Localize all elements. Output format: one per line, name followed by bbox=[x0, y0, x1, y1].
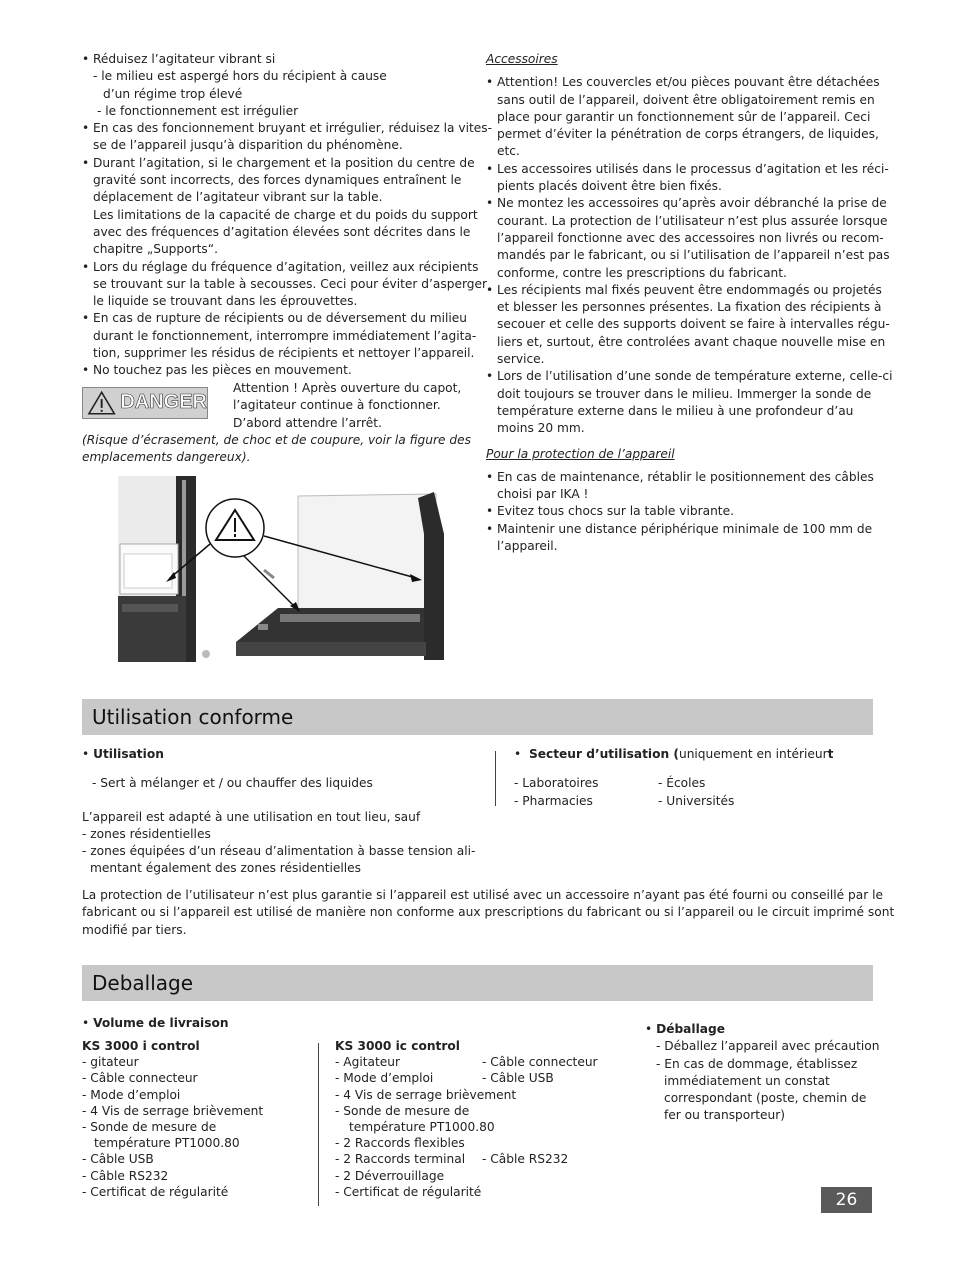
delivery-label: • Volume de livraison bbox=[82, 1016, 229, 1030]
prot-bullet-distance: • Maintenir une distance périphérique minimale de 100 mm de l’appareil. bbox=[486, 521, 874, 556]
deballage-heading: Deballage bbox=[92, 971, 194, 995]
delivery-divider bbox=[318, 1043, 319, 1206]
sector-pharmacies: - Pharmacies bbox=[514, 793, 593, 808]
deballage-heading-band bbox=[82, 965, 873, 1001]
vertical-divider bbox=[495, 751, 496, 806]
danger-note: (Risque d’écrasement, de choc et de coupure, voir la figure des emplacements dangereux). bbox=[82, 433, 471, 465]
bullet-reduce: • Réduisez l’agitateur vibrant si - le milieu est aspergé hors du récipient à cause d’un régime trop élevé - le fonctionnement est irrégulier bbox=[82, 51, 474, 120]
bullet-gravity: • Durant l’agitation, si le chargement et la position du centre de gravité sont incorrects, des forces dynamiques entraînent le déplacement de l’agitateur vibrant sur la table. Les limitations de la capacité de charge et du poids du support avec des fréquences d’agitation élevées sont décrites dans le chapitre „Supports“. bbox=[82, 155, 474, 259]
utilisation-label: • Utilisation bbox=[82, 747, 164, 761]
utilisation-right bbox=[514, 746, 874, 811]
delivery-col2b: - Câble connecteur - Câble USB - Câble RS232 bbox=[482, 1055, 598, 1167]
bullet-noisy: • En cas des foncionnement bruyant et irrégulier, réduisez la vites- se de l’appareil jusqu’à disparition du phénomène. bbox=[82, 120, 474, 155]
warning-icon bbox=[87, 390, 116, 416]
top-left-column bbox=[82, 51, 493, 380]
acc-bullet-vessels: • Les récipients mal fixés peuvent être endommagés ou projetés et blesser les personnes présentes. La fixation des récipients à secouer et celle des supports doivent se faire à intervalles régu- liers et, surtout, être controlées avant chaque nouvelle mise en service. bbox=[486, 282, 874, 368]
sector-label: • Secteur d’utilisation (uniquement en intérieurt bbox=[514, 747, 834, 761]
prot-bullet-cables: • En cas de maintenance, rétablir le positionnement des câbles choisi par IKA ! bbox=[486, 469, 874, 504]
utilisation-heading-band bbox=[82, 699, 873, 735]
delivery-col1: KS 3000 i control - gitateur - Câble connecteur - Mode d’emploi - 4 Vis de serrage brièvement - Sonde de mesure de température PT1000.80 - Câble USB - Câble RS232 - Certificat de régularité bbox=[82, 1039, 264, 1199]
acc-bullet-covers: • Attention! Les couvercles et/ou pièces pouvant être détachées sans outil de l’appareil, doivent être obligatoirement remis en place pour garantir un fonctionnement sûr de l’appareil. Ceci permet d’éviter la pénétration de corps étrangers, de liquides, etc. bbox=[486, 74, 874, 160]
acc-bullet-fixed: • Les accessoires utilisés dans le processus d’agitation et les réci- pients placés doivent être bien fixés. bbox=[486, 161, 874, 196]
utilisation-heading: Utilisation conforme bbox=[92, 705, 294, 729]
danger-label: DANGER bbox=[82, 387, 208, 419]
accessories-title: Accessoires bbox=[486, 52, 558, 66]
device-illustration bbox=[118, 474, 448, 664]
utilisation-left: • Utilisation - Sert à mélanger et / ou chauffer des liquides L’appareil est adapté à une utilisation en tout lieu, sauf - zones résidentielles - zones équipées d’un réseau d’alimentation à basse tension ali- mentant également des zones résidentielles bbox=[82, 746, 482, 878]
sector-schools: - Écoles bbox=[658, 776, 706, 791]
protection-title: Pour la protection de l’appareil bbox=[486, 446, 675, 461]
delivery-col2: KS 3000 ic control - Agitateur - Mode d’emploi - 4 Vis de serrage brièvement - Sonde de mesure de température PT1000.80 - 2 Raccords flexibles - 2 Raccords terminal - 2 Déverrouillage - Certificat de régularité bbox=[335, 1039, 517, 1199]
bullet-frequency: • Lors du réglage du fréquence d’agitation, veillez aux récipients se trouvant sur la table à secousses. Ceci pour éviter d’asperger le liquide se trouvant dans les éprouvettes. bbox=[82, 259, 474, 311]
prot-bullet-shocks: • Evitez tous chocs sur la table vibrante. bbox=[486, 503, 874, 520]
protection-paragraph: La protection de l’utilisateur n’est plus garantie si l’appareil est utilisé avec un accessoire n’ayant pas été fourni ou conseillé par le fabricant ou si l’appareil est utilisé de manière non conforme aux prescriptions du fabricant ou si l’appareil ou le circuit imprimé sont modifié par tiers. bbox=[82, 888, 895, 937]
acc-bullet-mount: • Ne montez les accessoires qu’après avoir débranché la prise de courant. La protection de l’utilisateur n’est plus assurée lorsque l’appareil fonctionne avec des accessoires non livrés ou recom- mandés par le fabricant, ou si l’utilisation de l’appareil n’est pas conforme, contre les prescriptions du fabricant. bbox=[486, 195, 874, 281]
page-number: 26 bbox=[821, 1187, 872, 1213]
unpacking-col: • Déballage - Déballez l’appareil avec précaution - En cas de dommage, établissez immédiatement un constat correspondant (poste, chemin de fer ou transporteur) bbox=[645, 1022, 880, 1123]
sector-universities: - Universités bbox=[658, 793, 735, 808]
danger-text: Attention ! Après ouverture du capot, l’agitateur continue à fonctionner. D’abord attendre l’arrêt. bbox=[233, 381, 462, 430]
acc-bullet-probe: • Lors de l’utilisation d’une sonde de température externe, celle-ci doit toujours se trouver dans le milieu. Immerger la sonde de température externe dans le milieu à une profondeur d’au moins 20 mm. bbox=[486, 368, 874, 437]
bullet-no-touch: • No touchez pas les pièces en mouvement. bbox=[82, 362, 474, 379]
sector-labs: - Laboratoires bbox=[514, 776, 599, 791]
top-right-column bbox=[486, 51, 893, 555]
bullet-rupture: • En cas de rupture de récipients ou de déversement du milieu durant le fonctionnement, interrompre immédiatement l’agita- tion, supprimer les résidus de récipients et nettoyer l’appareil. bbox=[82, 310, 474, 362]
